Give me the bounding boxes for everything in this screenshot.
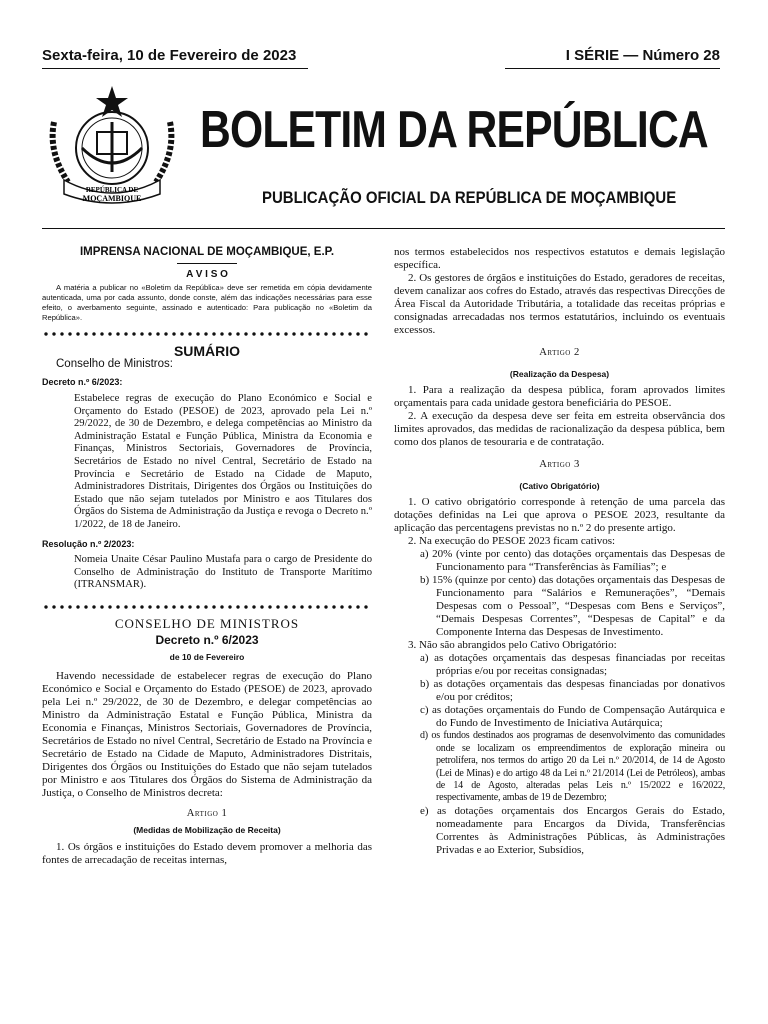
list-item: d) os fundos destinados aos programas de desenvolvimento das comunidades onde se localizam os empreendimentos de exploração mineira ou petrolífera, nos termos do artigo 20 da Lei n.º 20/2014, de 14 de Agosto (Lei de Minas) e do artigo 48 da Lei n.º 21/2014 (Lei de Petróleos), ambas de 14 de Agosto, alteradas pelas Leis n.º 15/2022 e 16/2022, respectivamente, ambas de 19 de Dezembro;	[420, 730, 725, 804]
list-item: c) as dotações orçamentais do Fundo de Compensação Autárquica e do Fundo de Investimento de Iniciativa Autárquica;	[420, 704, 725, 730]
header-rule-left	[42, 68, 308, 69]
aviso-title: A V I S O	[186, 268, 228, 280]
sumario-title: SUMÁRIO	[173, 343, 241, 360]
page-title: BOLETIM DA REPÚBLICA	[200, 101, 708, 159]
imprensa-heading: IMPRENSA NACIONAL DE MOÇAMBIQUE, E.P.	[79, 246, 335, 258]
dotted-separator-2	[42, 602, 372, 612]
dotted-separator	[42, 329, 372, 339]
artigo-3-p1: 1. O cativo obrigatório corresponde à retenção de uma parcela das dotações definidas na Lei que aprova o PESOE 2023, resultante da aplicação das percentagens previstas no n.º 2 do presente artigo.	[394, 496, 725, 535]
artigo-1-title: (Medidas de Mobilização de Receita)	[133, 825, 281, 836]
artigo-2-p1: 1. Para a realização da despesa pública, foram aprovados limites orçamentais para cada unidade gestora beneficiária do PESOE.	[394, 384, 725, 410]
artigo-3-heading: Artigo 3	[539, 459, 580, 471]
artigo-3-p2: 2. Na execução do PESOE 2023 ficam cativos:	[408, 535, 616, 548]
artigo-1-p2: 2. Os gestores de órgãos e instituições do Estado, geradores de receitas, devem canalizar aos cofres do Estado, através das respectivas Direcções de Área Fiscal da Autoridade Tributária, a totalidade das receitas próprias e consignadas arrecadadas nos termos estatutários, incluindo os eventuais excessos.	[394, 272, 725, 336]
decreto-summary: Estabelece regras de execução do Plano Económico e Social e Orçamento do Estado (PESOE) de 2023, aprovado pela Lei n.º 29/2022, de 30 de Dezembro, e delega competências ao Ministro da Administração Estatal e Função Pública, Ministra da Economia e Finanças, Ministros Sectoriais, Governadores de Província, Secretários de Estado no nível Central, Secretário de Estado na Província e Secretário de Estado na Cidade de Maputo, Administradores Distritais, Dirigentes dos Órgãos ou Instituições do Estado que não sejam tutelados por Ministro e aos Titulares dos Órgãos do Sistema de Administração da Justiça e revoga o Decreto n.º 1/2022, de 18 de Janeiro.	[74, 392, 372, 530]
resolucao-summary: Nomeia Unaite César Paulino Mustafa para o cargo de Presidente do Conselho de Administração do Instituto de Transporte Marítimo (ITRANSMAR).	[74, 554, 372, 591]
list-item: b) 15% (quinze por cento) das dotações orçamentais das Despesas de Funcionamento para “Salários e Remunerações”, “Demais Despesas com o Pessoal”, “Despesas com Bens e Serviços”, “Demais Despesas Correntes”, “Despesas de Capital” e da Componente Interna das Despesas de Investimento.	[420, 574, 725, 639]
artigo-2-heading: Artigo 2	[539, 347, 580, 358]
artigo-2-title: (Realização da Despesa)	[509, 368, 610, 379]
emblem-text-2: MOÇAMBIQUE	[82, 194, 142, 203]
artigo-1-heading: Artigo 1	[186, 807, 228, 819]
decreto-date: de 10 de Fevereiro	[169, 652, 245, 663]
issue-date: Sexta-feira, 10 de Fevereiro de 2023	[42, 47, 297, 64]
right-continuation: nos termos estabelecidos nos respectivos estatutos e demais legislação específica.	[394, 246, 725, 271]
page-subtitle: PUBLICAÇÃO OFICIAL DA REPÚBLICA DE MOÇAMBIQUE	[262, 188, 677, 207]
conselho-heading: CONSELHO DE MINISTROS	[114, 615, 300, 631]
aviso-text: A matéria a publicar no «Boletim da República» deve ser remetida em cópia devidamente autenticada, uma por cada assunto, donde conste, além das indicações necessárias para esse efeito, o averbamento seguinte, assinado e autenticado: Para publicação no «Boletim da República».	[42, 283, 372, 323]
resolucao-label: Resolução n.º 2/2023:	[42, 538, 135, 549]
artigo-1-p1: 1. Os órgãos e instituições do Estado devem promover a melhoria das fontes de arrecadação de receitas internas,	[42, 840, 372, 866]
sumario-sub: Conselho de Ministros:	[56, 357, 173, 370]
emblem-text-1: REPÚBLICA DE	[85, 186, 139, 194]
list-item: b) as dotações orçamentais das despesas financiadas por donativos e/ou por créditos;	[420, 678, 725, 704]
list-item: a) 20% (vinte por cento) das dotações orçamentais das Despesas de Funcionamento para “Transferências às Famílias”; e	[420, 548, 725, 574]
list-item: a) as dotações orçamentais das despesas financiadas por receitas próprias e/ou por receitas consignadas;	[420, 652, 725, 678]
title-rule	[42, 228, 725, 229]
list-item: e) as dotações orçamentais dos Encargos Gerais do Estado, nomeadamente para Encargos da Dívida, Transferências Correntes às Administrações Públicas, às Administrações Privadas e ao Exterior, Subsídios,	[420, 804, 725, 856]
artigo-3-title: (Cativo Obrigatório)	[519, 480, 600, 491]
right-column	[394, 246, 725, 857]
national-emblem-icon	[42, 82, 182, 212]
decreto-heading: Decreto n.º 6/2023	[155, 633, 259, 648]
decreto-label: Decreto n.º 6/2023:	[42, 377, 123, 388]
header-rule-right	[505, 68, 720, 69]
artigo-3-p3: 3. Não são abrangidos pelo Cativo Obrigatório:	[408, 639, 617, 652]
artigo-2-p2: 2. A execução da despesa deve ser feita em estreita observância dos limites aprovados, das medidas de racionalização da despesa pública, bem como dos planos de tesouraria e de contratação.	[394, 410, 725, 449]
aviso-rule	[177, 263, 237, 264]
left-column	[42, 246, 372, 867]
issue-serie: I SÉRIE — Número 28	[565, 47, 720, 64]
preamble: Havendo necessidade de estabelecer regras de execução do Plano Económico e Social e Orçamento do Estado (PESOE) de 2023, aprovado pela Lei n.º 29/2022, de 30 de Dezembro, e delegar competências ao Ministro da Administração Estatal e Função Pública, Ministra da Economia e Finanças, Ministros Sectoriais, Governadores de Província, Secretários de Estado no nível Central, Secretário de Estado na Província e Secretário de Estado na Cidade de Maputo, Administradores Distritais, Dirigentes dos Órgãos ou Instituições do Estado que não sejam tutelados por Ministro e aos Titulares dos Órgãos do Sistema de Administração da Justiça, o Conselho de Ministros decreta:	[42, 669, 372, 799]
